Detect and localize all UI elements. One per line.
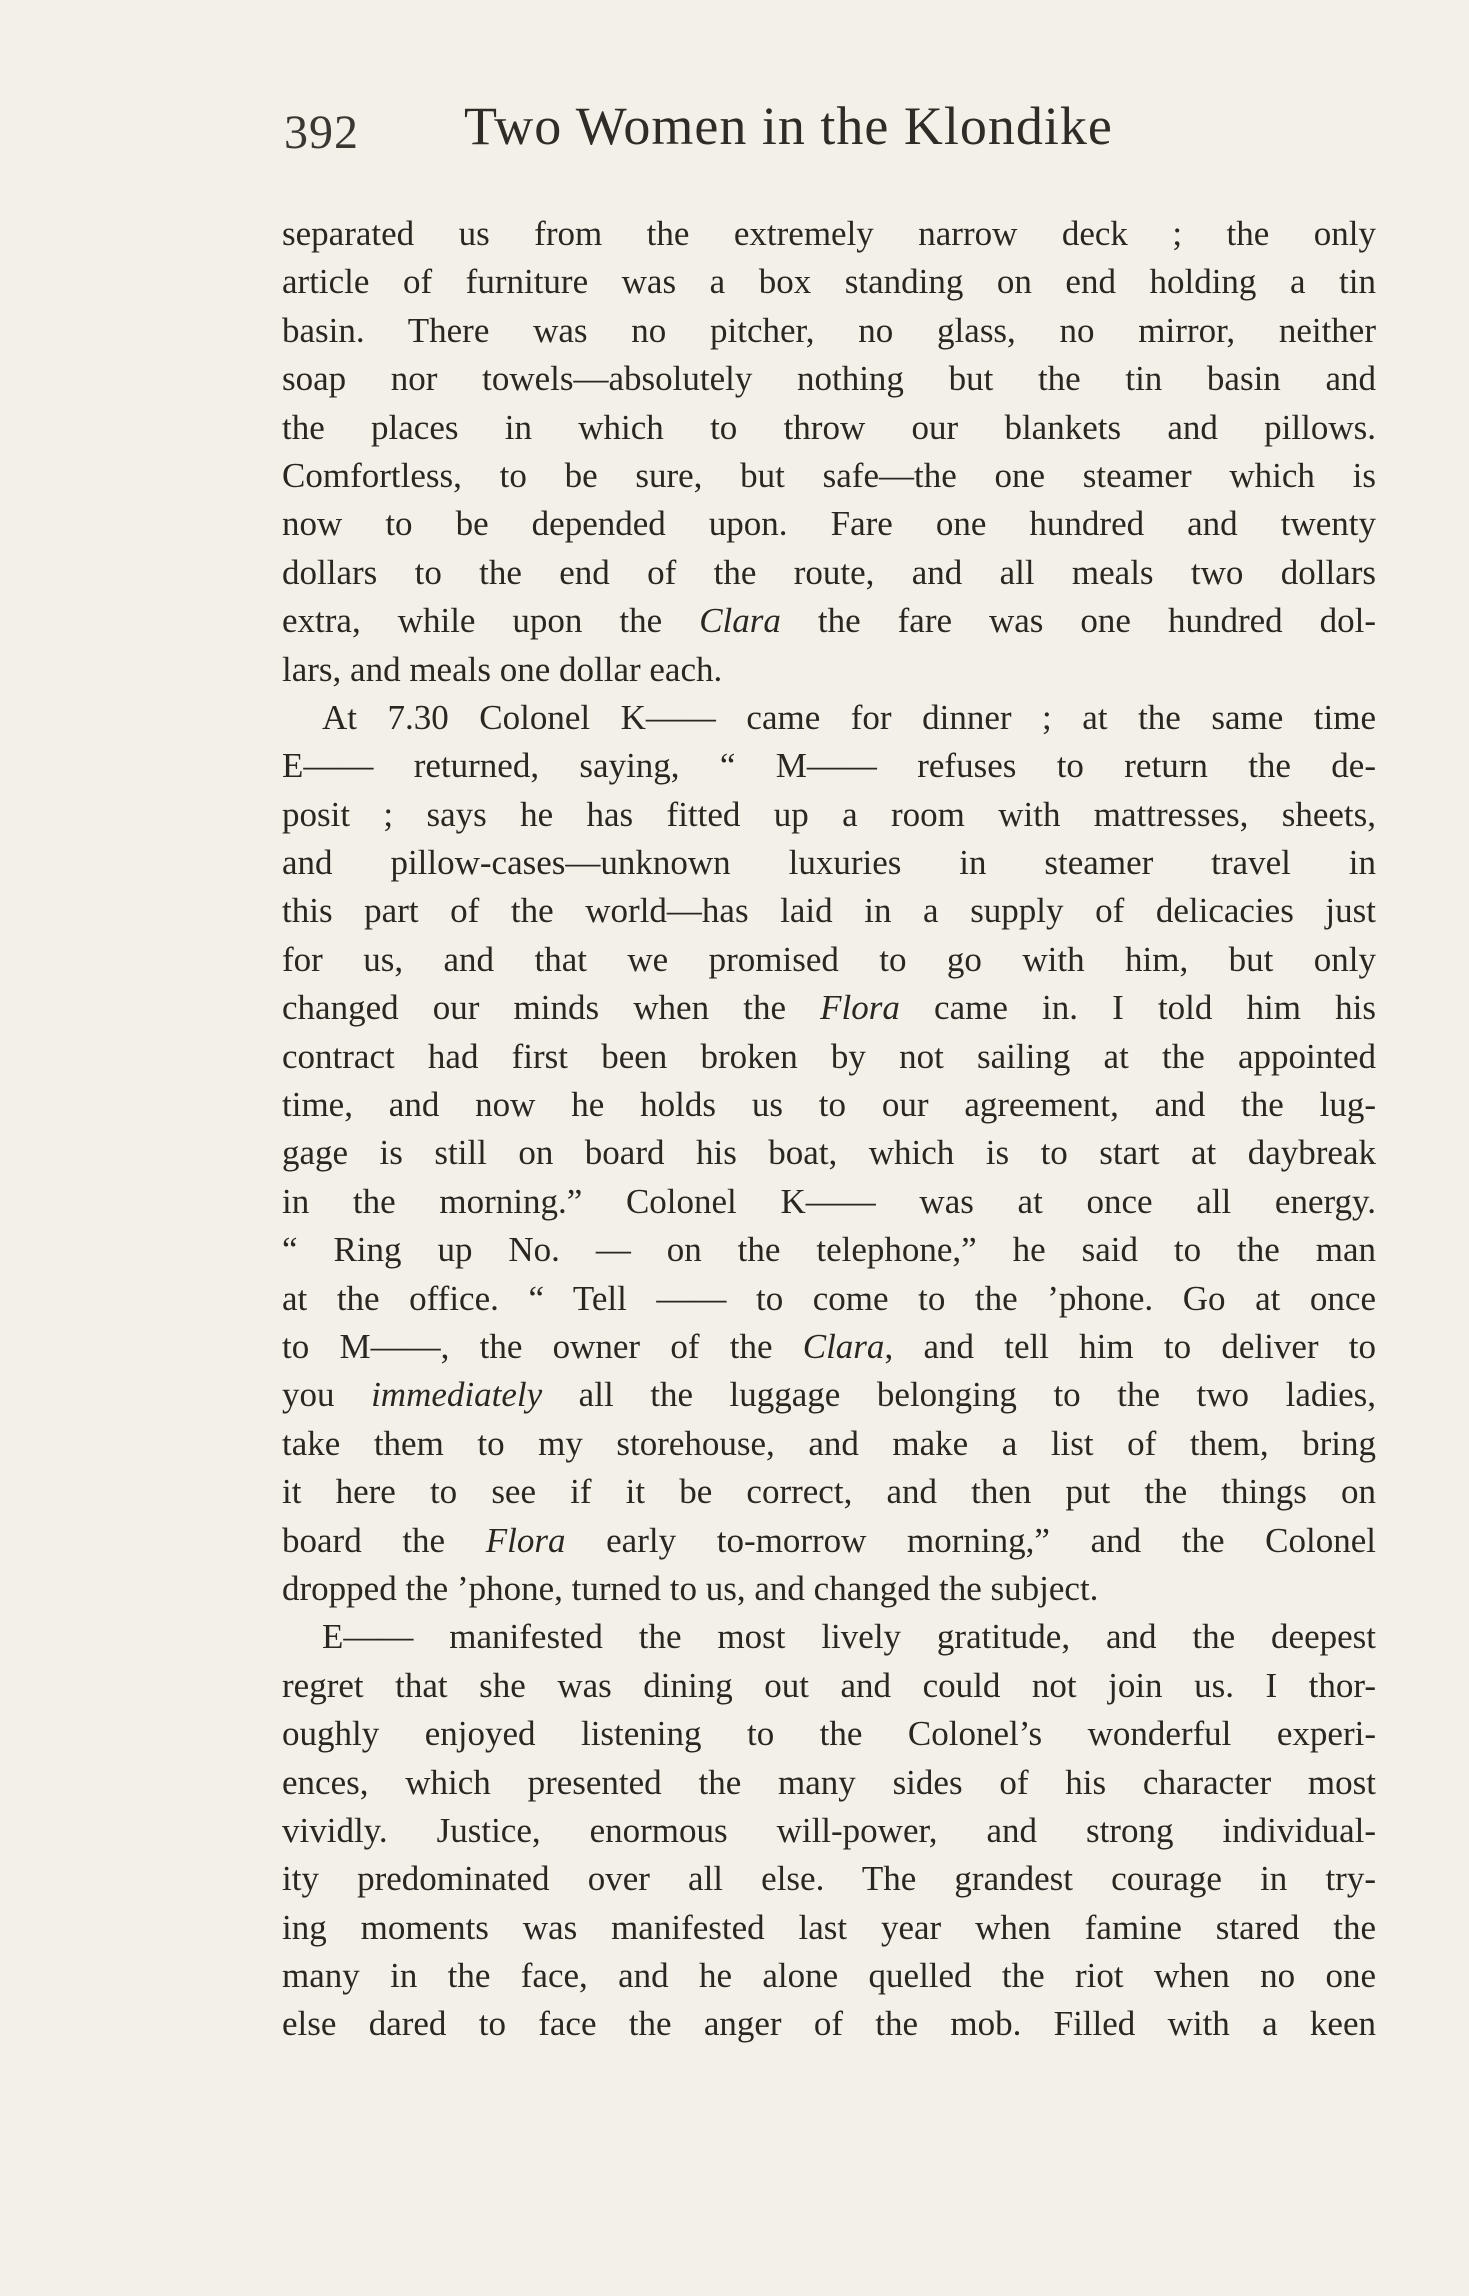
- text-segment: to M——, the owner of the: [282, 1326, 803, 1366]
- text-line: At 7.30 Colonel K—— came for dinner ; at the same time: [322, 697, 1376, 737]
- text-line: in the morning.” Colonel K—— was at once all energy.: [282, 1181, 1376, 1221]
- text-segment: you: [282, 1375, 372, 1415]
- text-line: lars, and meals one dollar each.: [282, 649, 723, 689]
- italic-word: Flora: [485, 1520, 566, 1560]
- text-line: dropped the ’phone, turned to us, and changed the subject.: [282, 1568, 1099, 1608]
- page-number: 392: [284, 106, 359, 159]
- text-line: soap nor towels—absolutely nothing but the tin basin and: [282, 359, 1376, 399]
- page-header: [284, 95, 1384, 175]
- text-line: for us, and that we promised to go with him, but only: [282, 939, 1376, 979]
- text-line: separated us from the extremely narrow deck ; the only: [282, 214, 1376, 253]
- italic-word: immediately: [371, 1375, 543, 1415]
- text-line: ity predominated over all else. The grandest courage in try-: [282, 1859, 1376, 1899]
- text-line: take them to my storehouse, and make a list of them, bring: [282, 1423, 1376, 1463]
- text-line: basin. There was no pitcher, no glass, no mirror, neither: [282, 310, 1376, 350]
- text-line: ences, which presented the many sides of his character most: [282, 1762, 1376, 1802]
- text-line: ing moments was manifested last year when famine stared the: [282, 1907, 1376, 1947]
- text-segment: extra, while upon the: [282, 601, 700, 641]
- text-segment: changed our minds when the: [282, 988, 821, 1028]
- text-line: Comfortless, to be sure, but safe—the one steamer which is: [282, 455, 1376, 495]
- text-line: [282, 984, 1376, 1032]
- italic-word: Clara: [802, 1326, 885, 1366]
- text-line: [282, 1371, 1376, 1419]
- italic-word: Clara: [699, 601, 781, 641]
- text-line: [282, 1517, 1376, 1565]
- text-line: contract had first been broken by not sailing at the appointed: [282, 1036, 1376, 1076]
- text-line: many in the face, and he alone quelled the riot when no one: [282, 1956, 1376, 1996]
- text-line: now to be depended upon. Fare one hundred and twenty: [282, 504, 1376, 544]
- text-segment: the fare was one hundred dol-: [780, 601, 1376, 641]
- text-line: time, and now he holds us to our agreement, and the lug-: [282, 1085, 1376, 1125]
- text-line: this part of the world—has laid in a supply of delicacies just: [282, 891, 1376, 931]
- text-segment: came in. I told him his: [899, 988, 1376, 1028]
- body-text: [282, 210, 1376, 2049]
- text-line: [282, 597, 1376, 645]
- text-line: E—— returned, saying, “ M—— refuses to return the de-: [282, 746, 1376, 786]
- text-line: else dared to face the anger of the mob. Filled with a keen: [282, 2004, 1376, 2044]
- text-line: and pillow-cases—unknown luxuries in steamer travel in: [282, 843, 1376, 883]
- text-line: E—— manifested the most lively gratitude, and the deepest: [322, 1617, 1376, 1657]
- text-line: oughly enjoyed listening to the Colonel’s wonderful experi-: [282, 1714, 1376, 1754]
- text-line: posit ; says he has fitted up a room with mattresses, sheets,: [282, 794, 1376, 834]
- text-line: “ Ring up No. — on the telephone,” he said to the man: [282, 1230, 1376, 1270]
- text-line: gage is still on board his boat, which is to start at daybreak: [282, 1133, 1376, 1173]
- italic-word: Flora: [820, 988, 900, 1028]
- text-segment: early to-morrow morning,” and the Colonel: [565, 1520, 1376, 1560]
- text-segment: board the: [282, 1520, 486, 1560]
- text-line: the places in which to throw our blankets and pillows.: [282, 407, 1376, 447]
- text-line: it here to see if it be correct, and then put the things on: [282, 1472, 1376, 1512]
- text-line: dollars to the end of the route, and all meals two dollars: [282, 552, 1376, 592]
- text-line: at the office. “ Tell —— to come to the ’phone. Go at once: [282, 1278, 1376, 1318]
- text-segment: all the luggage belonging to the two ladies,: [542, 1375, 1377, 1415]
- running-title: Two Women in the Klondike: [464, 96, 1113, 156]
- text-line: article of furniture was a box standing on end holding a tin: [282, 262, 1376, 302]
- text-segment: , and tell him to deliver to: [884, 1326, 1376, 1366]
- text-line: [282, 1323, 1376, 1371]
- text-line: regret that she was dining out and could not join us. I thor-: [282, 1665, 1376, 1705]
- text-line: vividly. Justice, enormous will-power, and strong individual-: [282, 1810, 1376, 1850]
